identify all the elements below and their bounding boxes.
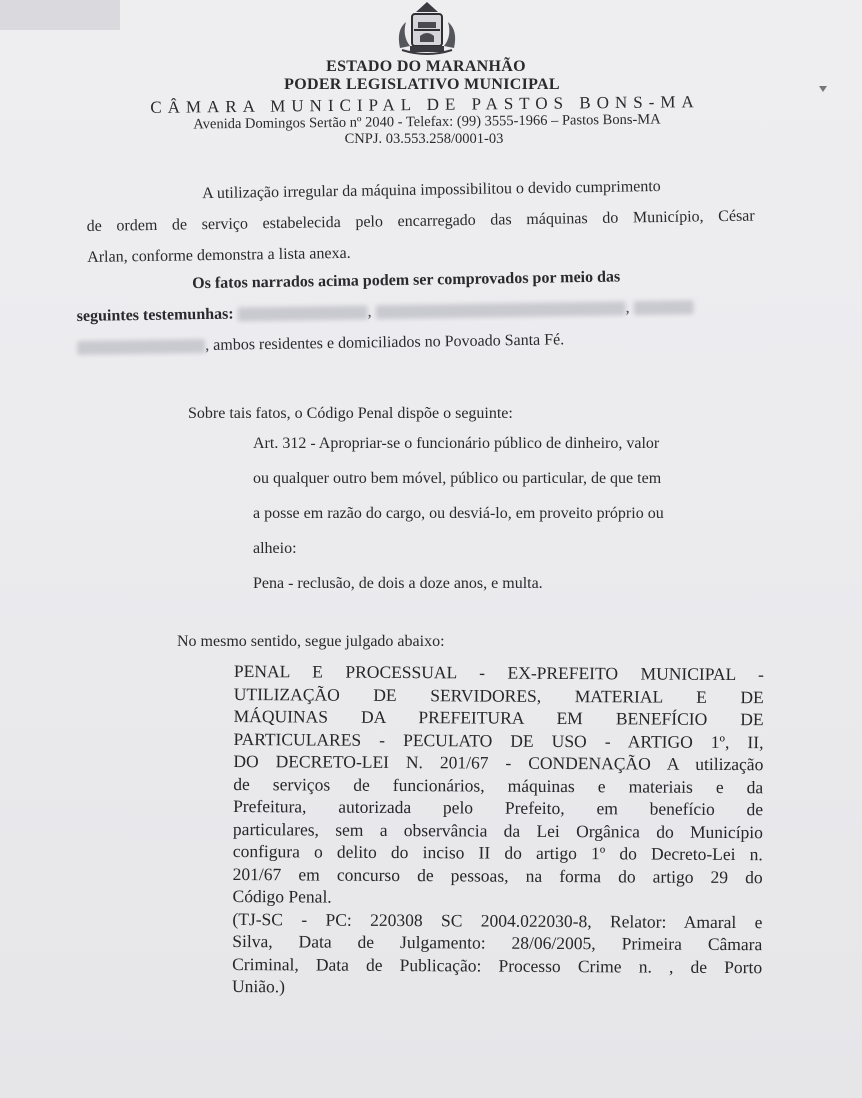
quote-line: alheio:	[253, 540, 297, 557]
quote-line: de serviços de funcionários, máquinas e materiais e da	[233, 773, 764, 797]
quote-line: 201/67 em concurso de pessoas, na forma do artigo 29 do	[232, 863, 763, 887]
quote-line: Prefeitura, autorizada pelo Prefeito, em benefício de	[233, 795, 764, 820]
redacted-name	[375, 302, 625, 320]
penal-code-intro: Sobre tais fatos, o Código Penal dispõe o seguinte:	[188, 405, 513, 422]
quote-line: PENAL E PROCESSUAL - EX-PREFEITO MUNICIPAL -	[233, 661, 764, 685]
legislative-power: PODER LEGISLATIVO MUNICIPAL	[284, 76, 560, 94]
quote-line: configura o delito do inciso II do artigo 1º do Decreto-Lei n.	[232, 840, 763, 865]
penal-code-quote	[253, 426, 759, 601]
redacted-name	[238, 306, 368, 322]
quote-line: UTILIZAÇÃO DE SERVIDORES, MATERIAL E DE	[233, 683, 764, 707]
text-line: de ordem de serviço estabelecida pelo encarregado das máquinas do Município, César	[86, 207, 755, 235]
ink-speck	[818, 84, 828, 94]
chamber-name: CÂMARA MUNICIPAL DE PASTOS BONS-MA	[150, 91, 700, 117]
quote-line: Criminal, Data de Publicação: Processo Crime n. , de Porto	[232, 953, 763, 977]
quote-line: particulares, sem a observância da Lei Orgânica do Município	[232, 818, 764, 842]
text-line: Arlan, conforme demonstra a lista anexa.	[87, 244, 351, 266]
letterhead	[0, 58, 862, 148]
quote-line: Art. 312 - Apropriar-se o funcionário público de dinheiro, valor	[253, 435, 660, 452]
text-line: A utilização irregular da máquina impossibilitou o devido cumprimento	[202, 177, 661, 203]
case-law-intro: No mesmo sentido, segue julgado abaixo:	[177, 633, 445, 650]
witnesses-label: seguintes testemunhas:	[76, 305, 234, 325]
redacted-name	[77, 339, 205, 355]
state-name: ESTADO DO MARANHÃO	[326, 58, 526, 75]
quote-line: (TJ-SC - PC: 220308 SC 2004.022030-8, Relator: Amaral e	[232, 908, 763, 932]
quote-line: PARTICULARES - PECULATO DE USO - ARTIGO 1º, II,	[233, 728, 764, 752]
text-line: , ambos residentes e domiciliados no Povoado Santa Fé.	[205, 331, 565, 354]
quote-line: União.)	[231, 975, 286, 997]
address-line: Avenida Domingos Sertão nº 2040 - Telefax: (99) 3555-1966 – Pastos Bons-MA	[193, 111, 661, 133]
coat-of-arms-emblem	[392, 0, 462, 56]
paragraph-witnesses: Os fatos narrados acima podem ser comprovados por meio das seguintes testemunhas: , , , ambos residentes e domiciliados no Povoado Santa Fé.	[76, 259, 757, 363]
quote-line: DO DECRETO-LEI N. 201/67 - CONDENAÇÃO A utilização	[233, 750, 764, 775]
cnpj-line: CNPJ. 03.553.258/0001-03	[344, 131, 504, 147]
quote-line: Código Penal.	[232, 885, 332, 907]
quote-line: Pena - reclusão, de dois a doze anos, e multa.	[253, 575, 543, 592]
text-line: Os fatos narrados acima podem ser comprovados por meio das	[192, 268, 621, 293]
quote-line: Silva, Data de Julgamento: 28/06/2005, Primeira Câmara	[232, 930, 763, 955]
case-law-quote	[232, 660, 764, 1001]
quote-line: ou qualquer outro bem móvel, público ou particular, de que tem	[253, 470, 662, 487]
quote-line: MÁQUINAS DA PREFEITURA EM BENEFÍCIO DE	[233, 705, 764, 730]
redacted-name	[633, 301, 693, 316]
paragraph-machine-misuse	[86, 170, 755, 273]
quote-line: a posse em razão do cargo, ou desviá-lo, em proveito próprio ou	[253, 505, 664, 522]
